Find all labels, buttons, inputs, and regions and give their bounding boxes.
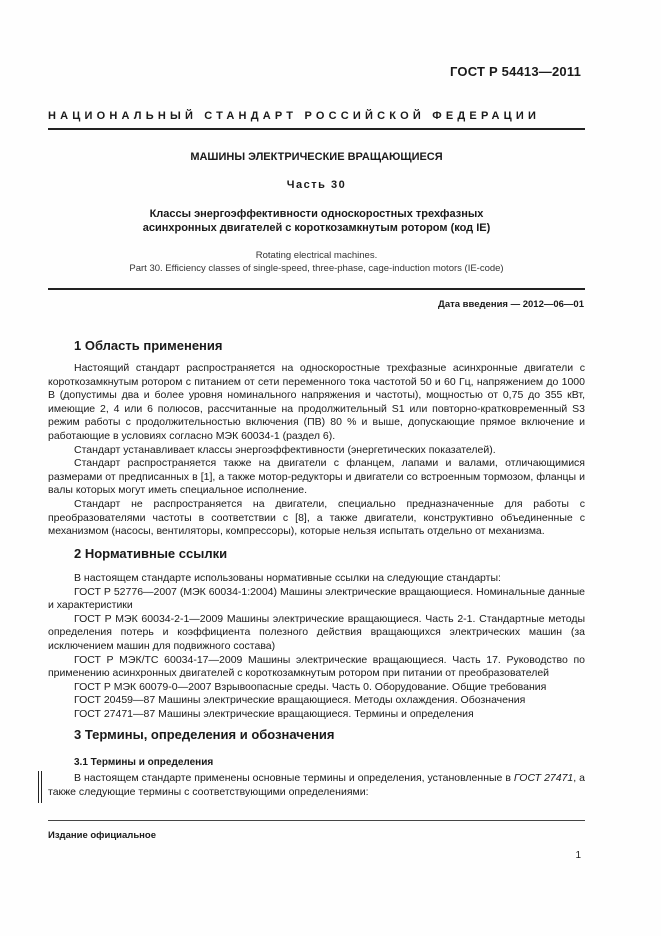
section-1-body <box>48 362 585 539</box>
part-label: Часть 30 <box>286 179 347 191</box>
middle-rule <box>48 288 585 290</box>
subsection-3-1-heading: 3.1 Термины и определения <box>74 757 214 768</box>
reference-item: ГОСТ Р 52776—2007 (МЭК 60034-1:2004) Машины электрические вращающиеся. Номинальные данные и характеристики <box>48 585 585 612</box>
section-2-heading: 2 Нормативные ссылки <box>74 546 228 561</box>
introduction-date: Дата введения — 2012—06—01 <box>438 299 584 310</box>
section-1-paragraph-4: Стандарт не распространяется на двигатели, специально предназначенные для работы с преобразователями частоты в соответствии с [8], а также двигатели, конструктивно объединенные с механизмом (насосы, вентиляторы, компрессоры), которые нельзя испытать отдельно от механизма. <box>48 497 585 538</box>
section-3-text-start: В настоящем стандарте применены основные термины и определения, установленные в <box>74 772 511 784</box>
section-3-reference: ГОСТ 27471 <box>513 772 574 784</box>
section-3-body <box>48 772 585 799</box>
section-3-paragraph-1 <box>48 772 585 799</box>
page-number: 1 <box>575 850 581 861</box>
top-rule <box>48 128 585 130</box>
section-2-body <box>48 572 585 722</box>
reference-item: ГОСТ 20459—87 Машины электрические вращающиеся. Методы охлаждения. Обозначения <box>74 694 526 707</box>
english-title-line-1: Rotating electrical machines. <box>255 250 378 261</box>
section-1-heading: 1 Область применения <box>74 338 223 353</box>
official-edition-note: Издание официальное <box>48 830 156 841</box>
english-title-line-2: Part 30. Efficiency classes of single-speed, three-phase, cage-induction motors (IE-code) <box>129 263 504 274</box>
document-title: МАШИНЫ ЭЛЕКТРИЧЕСКИЕ ВРАЩАЮЩИЕСЯ <box>190 151 443 163</box>
reference-item: ГОСТ Р МЭК 60034-2-1—2009 Машины электрические вращающиеся. Часть 2-1. Стандартные методы определения потерь и коэффициента полезного действия вращающихся электрических машин (за исключением машин для подвижного состава) <box>48 612 585 652</box>
standard-line: НАЦИОНАЛЬНЫЙ СТАНДАРТ РОССИЙСКОЙ ФЕДЕРАЦИИ <box>48 110 541 122</box>
section-1-paragraph-1: Настоящий стандарт распространяется на односкоростные трехфазные асинхронные двигатели с короткозамкнутым ротором с питанием от сети переменного тока частотой 50 и 60 Гц, напряжением до 1000 В (допустимы два и более уровня номинального напряжения и частоты), мощностью от 0,75 до 355 кВт, имеющие 2, 4 или 6 полюсов, рассчитанные на продолжительный S1 или повторно-кратковременный S3 режим работы с продолжительностью включения (ПВ) 80 % и выше, допускающие прямое включение и работающие в условиях согласно МЭК 60034-1 (раздел 6). <box>48 362 585 442</box>
reference-item: ГОСТ 27471—87 Машины электрические вращающиеся. Термины и определения <box>74 707 474 720</box>
change-bar-inner <box>41 771 42 803</box>
footer-rule <box>48 820 585 821</box>
section-1-paragraph-2: Стандарт устанавливает классы энергоэффективности (энергетических показателей). <box>74 443 496 456</box>
reference-item: ГОСТ Р МЭК/ТС 60034-17—2009 Машины электрические вращающиеся. Часть 17. Руководство по применению асинхронных двигателей с короткозамкнутым ротором при питании от преобразователей <box>48 653 585 680</box>
section-2-intro: В настоящем стандарте использованы нормативные ссылки на следующие стандарты: <box>74 572 501 584</box>
subtitle-line-2: асинхронных двигателей с короткозамкнутым ротором (код IE) <box>142 222 491 234</box>
subtitle-line-1: Классы энергоэффективности односкоростных трехфазных <box>149 208 484 220</box>
english-title <box>48 249 585 275</box>
section-1-paragraph-3: Стандарт распространяется также на двигатели с фланцем, лапами и валами, отличающимися размерами от предписанных в [1], а также мотор-редукторы и двигатели со встроенным тормозом, фланцы и валы которых могут иметь специальное исполнение. <box>48 457 585 497</box>
section-3-text-end: , а также следующие термины с соответствующими определениями: <box>48 772 586 798</box>
section-3-heading: 3 Термины, определения и обозначения <box>74 727 335 742</box>
reference-item: ГОСТ Р МЭК 60079-0—2007 Взрывоопасные среды. Часть 0. Оборудование. Общие требования <box>74 680 547 693</box>
change-bar-outer <box>38 771 39 803</box>
document-code: ГОСТ Р 54413—2011 <box>450 64 581 79</box>
document-subtitle <box>48 207 585 235</box>
